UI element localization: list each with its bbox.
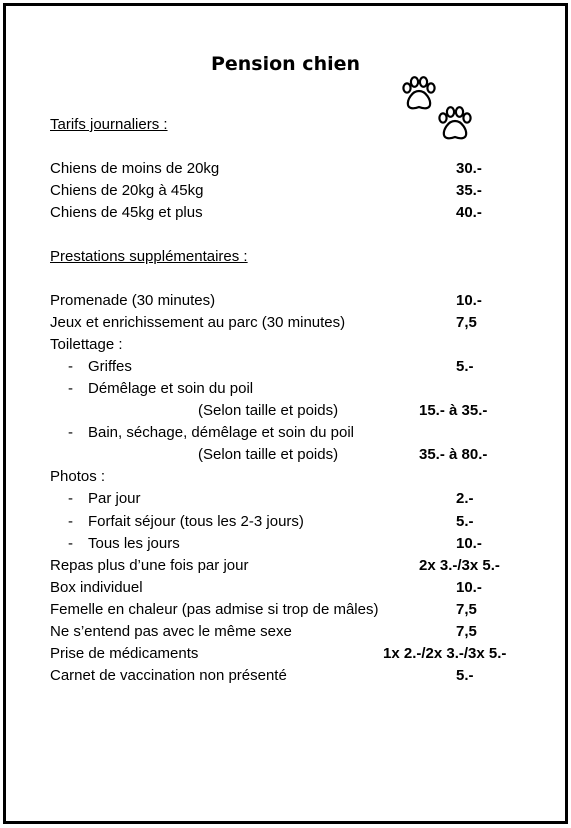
service-price: 10.- bbox=[456, 579, 482, 596]
rate-price: 40.- bbox=[456, 204, 482, 221]
service-label: Griffes bbox=[88, 358, 132, 375]
service-group-heading: Toilettage : bbox=[50, 336, 123, 353]
service-note: (Selon taille et poids) bbox=[198, 402, 339, 419]
service-label: Repas plus d’une fois par jour bbox=[50, 557, 249, 574]
list-dash: - bbox=[68, 380, 73, 397]
rate-price: 35.- bbox=[456, 182, 482, 199]
rate-label: Chiens de moins de 20kg bbox=[50, 160, 220, 177]
service-price: 7,5 bbox=[456, 601, 477, 618]
service-label: Box individuel bbox=[50, 579, 143, 596]
service-price: 2x 3.-/3x 5.- bbox=[419, 557, 500, 574]
service-price: 5.- bbox=[456, 358, 474, 375]
service-price: 10.- bbox=[456, 535, 482, 552]
service-price: 2.- bbox=[456, 490, 474, 507]
list-dash: - bbox=[68, 358, 73, 375]
service-label: Ne s’entend pas avec le même sexe bbox=[50, 623, 292, 640]
paw-prints bbox=[398, 74, 478, 144]
service-label: Démêlage et soin du poil bbox=[88, 380, 254, 397]
service-label: Forfait séjour (tous les 2-3 jours) bbox=[88, 513, 304, 530]
service-price: 5.- bbox=[456, 513, 474, 530]
service-price: 10.- bbox=[456, 292, 482, 309]
service-label: Bain, séchage, démêlage et soin du poil bbox=[88, 424, 355, 441]
section-extra-services: Prestations supplémentaires : bbox=[50, 248, 248, 265]
service-price: 7,5 bbox=[456, 623, 477, 640]
rate-price: 30.- bbox=[456, 160, 482, 177]
section-daily-rates: Tarifs journaliers : bbox=[50, 116, 168, 133]
list-dash: - bbox=[68, 513, 73, 530]
service-label: Promenade (30 minutes) bbox=[50, 292, 216, 309]
service-label: Prise de médicaments bbox=[50, 645, 199, 662]
paw-icon bbox=[439, 107, 470, 138]
rate-label: Chiens de 45kg et plus bbox=[50, 204, 203, 221]
service-price: 35.- à 80.- bbox=[419, 446, 488, 463]
page-title: Pension chien bbox=[210, 53, 361, 75]
rate-label: Chiens de 20kg à 45kg bbox=[50, 182, 204, 199]
service-label: Par jour bbox=[88, 490, 141, 507]
service-price: 15.- à 35.- bbox=[419, 402, 488, 419]
service-label: Tous les jours bbox=[88, 535, 180, 552]
service-note: (Selon taille et poids) bbox=[198, 446, 339, 463]
list-dash: - bbox=[68, 490, 73, 507]
service-price: 1x 2.-/2x 3.-/3x 5.- bbox=[383, 645, 507, 662]
service-price: 5.- bbox=[456, 667, 474, 684]
service-label: Femelle en chaleur (pas admise si trop de mâles) bbox=[50, 601, 379, 618]
service-label: Carnet de vaccination non présenté bbox=[50, 667, 287, 684]
service-price: 7,5 bbox=[456, 314, 477, 331]
list-dash: - bbox=[68, 424, 73, 441]
list-dash: - bbox=[68, 535, 73, 552]
service-group-heading: Photos : bbox=[50, 468, 106, 485]
service-label: Jeux et enrichissement au parc (30 minutes) bbox=[50, 314, 346, 331]
paw-icon bbox=[403, 77, 434, 108]
